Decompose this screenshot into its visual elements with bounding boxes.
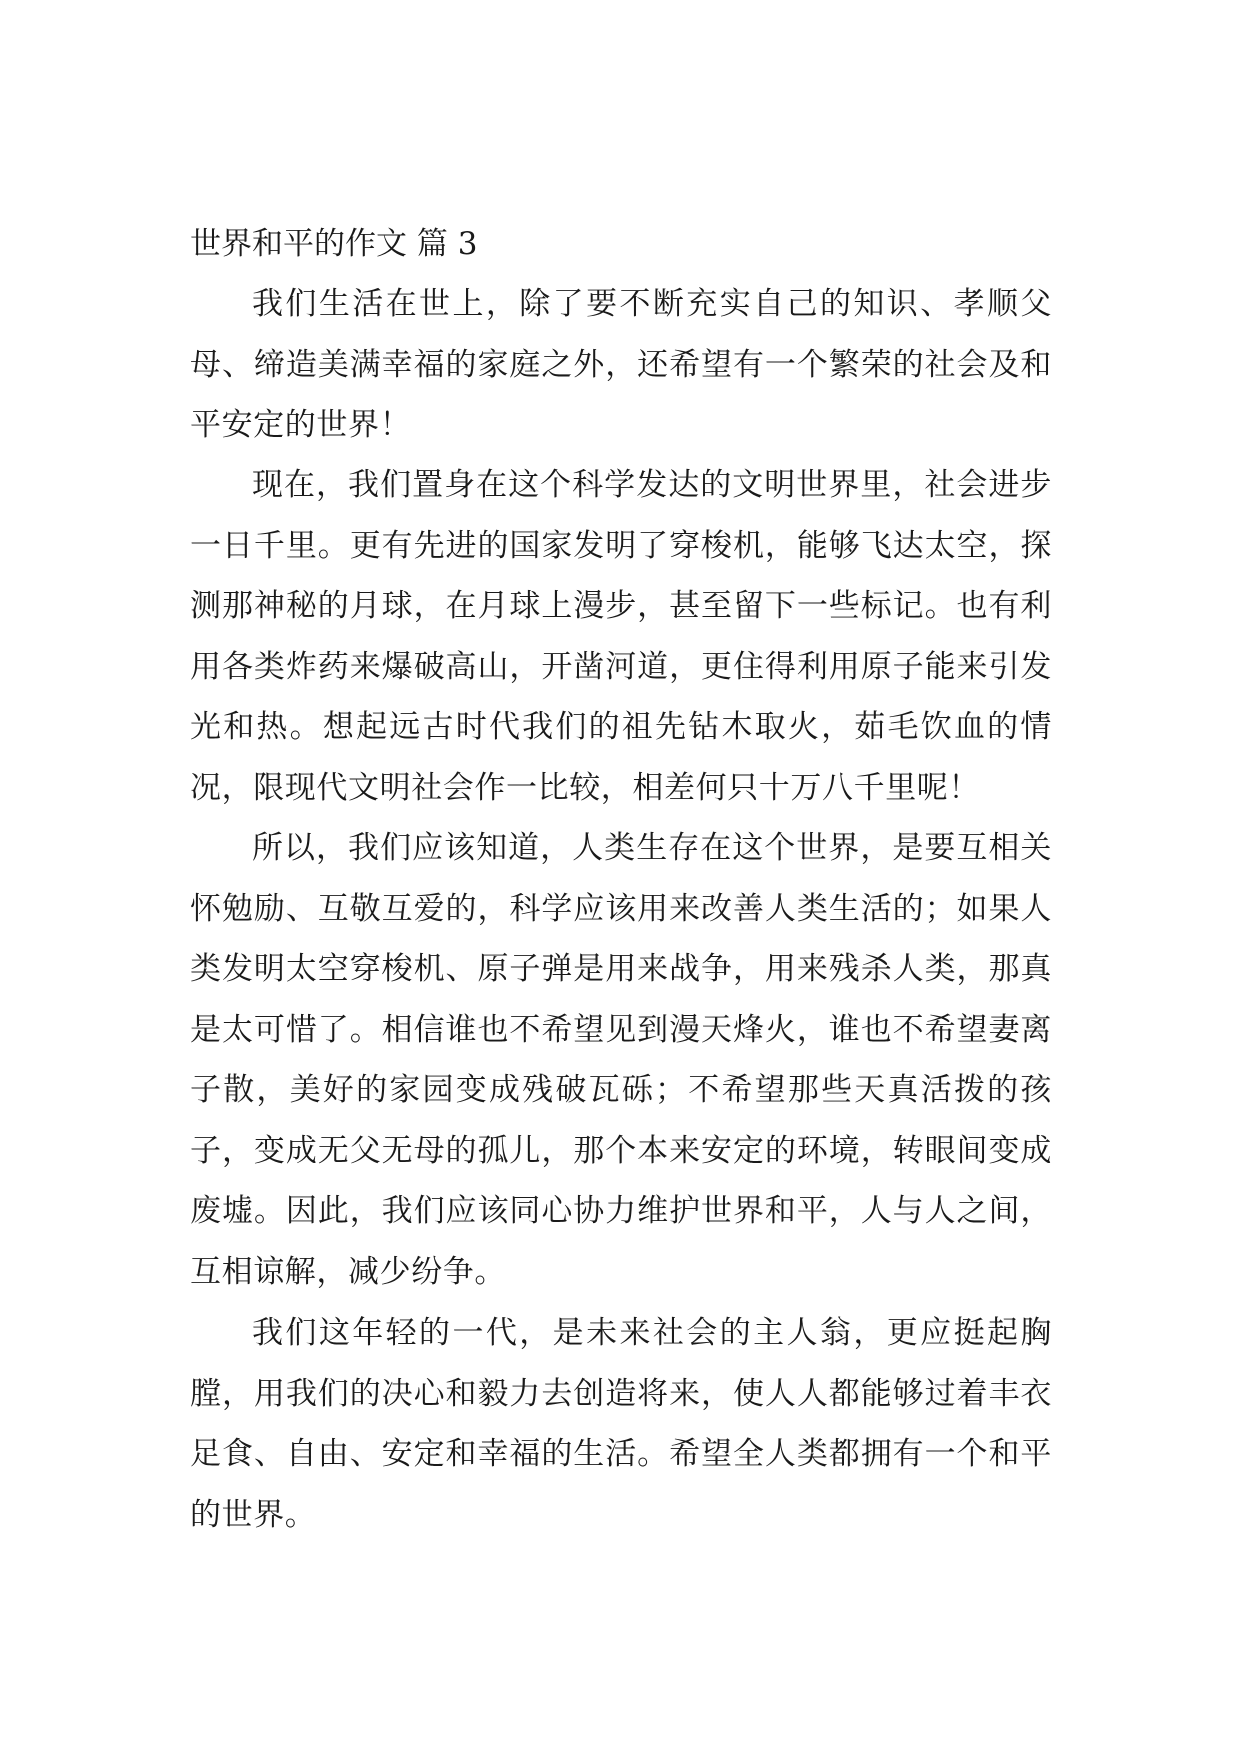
paragraph-1: 我们生活在世上，除了要不断充实自己的知识、孝顺父母、缔造美满幸福的家庭之外，还希望有一个繁荣的社会及和平安定的世界！	[190, 286, 1052, 443]
paragraph-4: 我们这年轻的一代，是未来社会的主人翁，更应挺起胸膛，用我们的决心和毅力去创造将来，使人人都能够过着丰衣足食、自由、安定和幸福的生活。希望全人类都拥有一个和平的世界。	[190, 1315, 1052, 1533]
document-page	[190, 0, 1052, 1754]
paragraph-3: 所以，我们应该知道，人类生存在这个世界，是要互相关怀勉励、互敬互爱的，科学应该用来改善人类生活的；如果人类发明太空穿梭机、原子弹是用来战争，用来残杀人类，那真是太可惜了。相信谁也不希望见到漫天烽火，谁也不希望妻离子散，美好的家园变成残破瓦砾；不希望那些天真活拨的孩子，变成无父无母的孤儿，那个本来安定的环境，转眼间变成废墟。因此，我们应该同心协力维护世界和平，人与人之间，互相谅解，减少纷争。	[190, 830, 1052, 1290]
document-title: 世界和平的作文 篇 3	[190, 226, 478, 262]
paragraph-2: 现在，我们置身在这个科学发达的文明世界里，社会进步一日千里。更有先进的国家发明了穿梭机，能够飞达太空，探测那神秘的月球，在月球上漫步，甚至留下一些标记。也有利用各类炸药来爆破高山，开凿河道，更住得利用原子能来引发光和热。想起远古时代我们的祖先钻木取火，茹毛饮血的情况，限现代文明社会作一比较，相差何只十万八千里呢！	[190, 467, 1052, 806]
